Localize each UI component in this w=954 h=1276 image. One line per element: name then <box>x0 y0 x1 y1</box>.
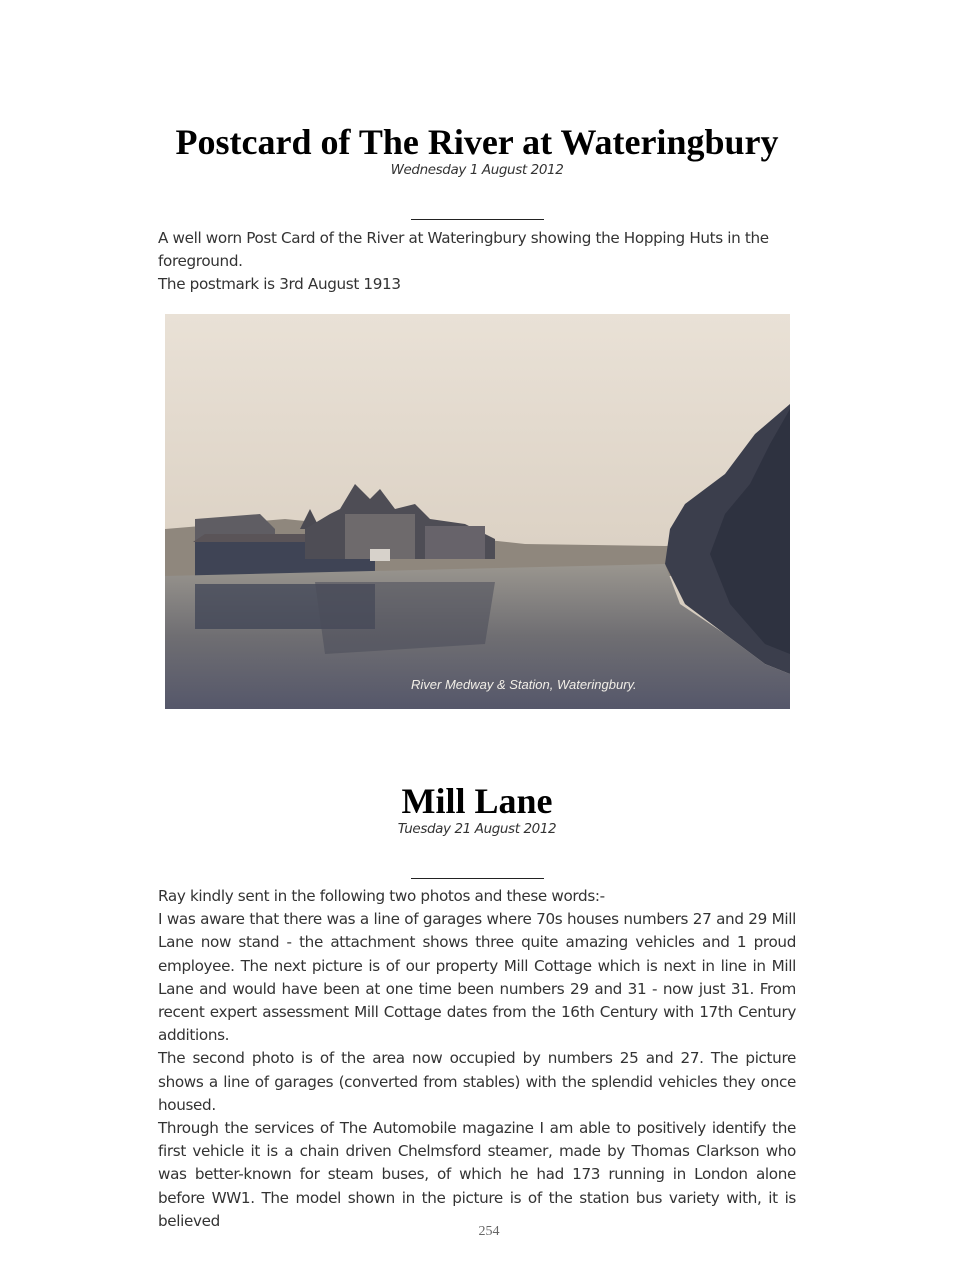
post-title: Mill Lane <box>401 781 553 821</box>
divider <box>411 878 544 879</box>
paragraph: The postmark is 3rd August 1913 <box>158 275 401 294</box>
paragraph: The second photo is of the area now occupied by numbers 25 and 27. The picture shows a line of garages (converted from stables) with the splendid vehicles they once housed. <box>158 1049 796 1114</box>
post-title: Postcard of The River at Wateringbury <box>175 122 779 162</box>
post-date: Wednesday 1 August 2012 <box>390 162 564 178</box>
paragraph: I was aware that there was a line of garages where 70s houses numbers 27 and 29 Mill Lane now stand - the attachment shows three quite amazing vehicles and 1 proud employee. The next picture is of our property Mill Cottage which is next in line in Mill Lane and would have been at one time been numbers 29 and 31 - now just 31. From recent expert assessment Mill Cottage dates from the 16th Century with 17th Century additions. <box>158 910 796 1045</box>
postcard-photo <box>165 314 790 709</box>
post-body <box>158 885 796 1233</box>
photo-caption: River Medway & Station, Wateringbury. <box>411 677 637 692</box>
divider <box>411 219 544 220</box>
paragraph: Through the services of The Automobile magazine I am able to positively identify the first vehicle it is a chain driven Chelmsford steamer, made by Thomas Clarkson who was better-known for steam buses, of which he had 173 running in London alone before WW1. The model shown in the picture is of the station bus variety with, it is believed <box>158 1119 796 1230</box>
page-number: 254 <box>478 1224 500 1239</box>
paragraph: Ray kindly sent in the following two photos and these words:- <box>158 887 605 905</box>
post-body <box>158 227 796 297</box>
paragraph: A well worn Post Card of the River at Wateringbury showing the Hopping Huts in the foreground. <box>158 229 769 271</box>
post-date: Tuesday 21 August 2012 <box>397 821 557 837</box>
